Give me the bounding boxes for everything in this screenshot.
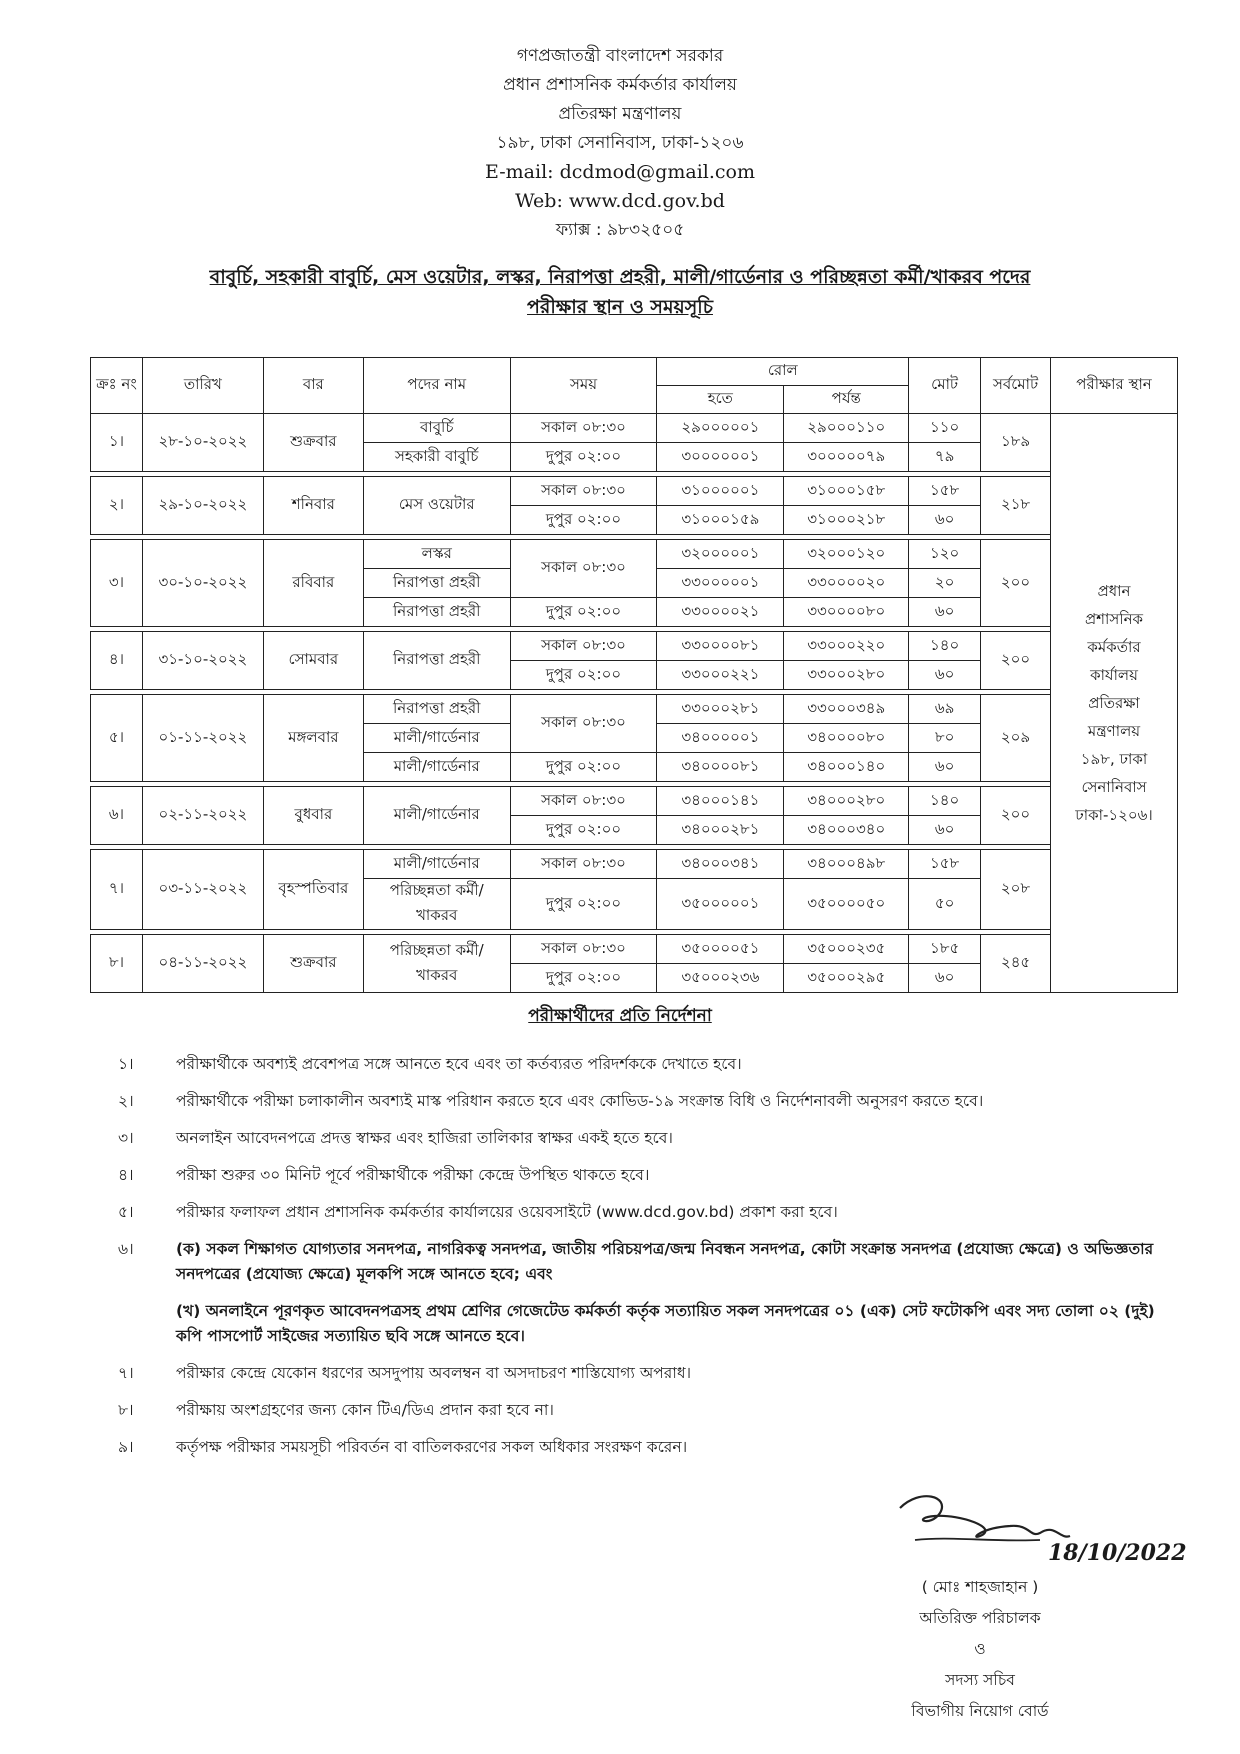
instruction-number: ৯।	[118, 1438, 134, 1456]
cell-day: শুক্রবার	[263, 935, 363, 993]
cell-sl: ২।	[91, 477, 143, 535]
ministry-name: প্রতিরক্ষা মন্ত্রণালয়	[558, 104, 682, 124]
cell-time: সকাল ০৮:৩০	[510, 632, 657, 661]
cell-date: ৩১-১০-২০২২	[142, 632, 263, 690]
instruction-item	[118, 1237, 1158, 1287]
cell-post: মালী/গার্ডেনার	[363, 787, 510, 845]
govt-name: গণপ্রজাতন্ত্রী বাংলাদেশ সরকার	[516, 46, 724, 66]
cell-roll-to: ৩৩০০০২৮০	[784, 661, 909, 690]
cell-date: ২৯-১০-২০২২	[142, 477, 263, 535]
cell-date: ০১-১১-২০২২	[142, 695, 263, 782]
cell-roll-from: ৩১০০০০০১	[657, 477, 784, 506]
cell-time: সকাল ০৮:৩০	[510, 477, 657, 506]
cell-total: ১৫৮	[909, 850, 981, 879]
cell-post: পরিচ্ছন্নতা কর্মী/ খাকরব	[363, 879, 510, 930]
cell-total: ১১০	[909, 414, 981, 443]
cell-day: মঙ্গলবার	[263, 695, 363, 782]
header-post: পদের নাম	[363, 358, 510, 414]
cell-date: ৩০-১০-২০২২	[142, 540, 263, 627]
cell-time: দুপুর ০২:০০	[510, 964, 657, 993]
cell-total: ৬৯	[909, 695, 981, 724]
cell-total: ৫০	[909, 879, 981, 930]
table-row	[91, 477, 1178, 506]
cell-roll-to: ৩৪০০০২৮০	[784, 787, 909, 816]
cell-time: দুপুর ০২:০০	[510, 753, 657, 782]
cell-sl: ৮।	[91, 935, 143, 993]
schedule-body	[91, 414, 1178, 993]
instruction-text: পরীক্ষা শুরুর ৩০ মিনিট পূর্বে পরীক্ষার্থীকে পরীক্ষা কেন্দ্রে উপস্থিত থাকতে হবে।	[176, 1166, 650, 1184]
document-title	[120, 262, 1120, 322]
instruction-text: (ক) সকল শিক্ষাগত যোগ্যতার সনদপত্র, নাগরিকত্ব সনদপত্র, জাতীয় পরিচয়পত্র/জন্ম নিবন্ধন সনদপত্র, কোটা সংক্রান্ত সনদপত্র (প্রযোজ্য ক্ষেত্রে) ও অভিজ্ঞতার সনদপত্রের (প্রযোজ্য ক্ষেত্রে) মূলকপি সঙ্গে আনতে হবে; এবং	[176, 1240, 1154, 1283]
cell-grand-total: ২০৮	[981, 850, 1051, 930]
instruction-6b: (খ) অনলাইনে পূরণকৃত আবেদনপত্রসহ প্রথম শ্রেণির গেজেটেড কর্মকর্তা কর্তৃক সত্যায়িত সকল সনদপত্রের ০১ (এক) সেট ফটোকপি এবং সদ্য তোলা ০২ (দুই) কপি পাসপোর্ট সাইজের সত্যায়িত ছবি সঙ্গে আনতে হবে।	[176, 1302, 1155, 1345]
cell-grand-total: ২০৯	[981, 695, 1051, 782]
cell-grand-total: ২০০	[981, 787, 1051, 845]
cell-date: ০২-১১-২০২২	[142, 787, 263, 845]
cell-total: ৬০	[909, 964, 981, 993]
cell-roll-from: ৩৫০০০০৫১	[657, 935, 784, 964]
letterhead	[0, 42, 1240, 245]
cell-post: নিরাপত্তা প্রহরী	[363, 632, 510, 690]
cell-total: ১৪০	[909, 632, 981, 661]
cell-post: পরিচ্ছন্নতা কর্মী/ খাকরব	[363, 935, 510, 993]
table-row	[91, 632, 1178, 661]
cell-post: নিরাপত্তা প্রহরী	[363, 598, 510, 627]
cell-roll-from: ৩০০০০০০১	[657, 443, 784, 472]
cell-time: দুপুর ০২:০০	[510, 443, 657, 472]
exam-place-line: সেনানিবাস	[1081, 778, 1147, 796]
cell-post: লস্কর	[363, 540, 510, 569]
header-roll-to: পর্যন্ত	[784, 386, 909, 414]
cell-total: ১৫৮	[909, 477, 981, 506]
exam-place-line: কার্যালয়	[1090, 666, 1138, 684]
cell-sl: ১।	[91, 414, 143, 472]
instruction-item	[118, 1052, 1158, 1077]
cell-roll-from: ৩৪০০০২৮১	[657, 816, 784, 845]
exam-place-line: কর্মকর্তার	[1087, 638, 1141, 656]
cell-date: ২৮-১০-২০২২	[142, 414, 263, 472]
cell-post: বাবুর্চি	[363, 414, 510, 443]
header-date: তারিখ	[142, 358, 263, 414]
instruction-item	[118, 1126, 1158, 1151]
cell-sl: ৭।	[91, 850, 143, 930]
cell-day: বুধবার	[263, 787, 363, 845]
office-name: প্রধান প্রশাসনিক কর্মকর্তার কার্যালয়	[503, 75, 737, 95]
header-roll-from: হতে	[657, 386, 784, 414]
cell-roll-to: ৩৩০০০৩৪৯	[784, 695, 909, 724]
signatory-name: ( মোঃ শাহজাহান )	[921, 1578, 1039, 1596]
cell-roll-from: ৩৪০০০০৮১	[657, 753, 784, 782]
schedule-table	[90, 357, 1178, 993]
cell-sl: ৬।	[91, 787, 143, 845]
cell-roll-from: ৩২০০০০০১	[657, 540, 784, 569]
instruction-number: ২।	[118, 1092, 134, 1110]
instructions-list	[118, 1052, 1158, 1472]
instruction-item	[118, 1398, 1158, 1423]
instruction-item	[118, 1163, 1158, 1188]
cell-time: সকাল ০৮:৩০	[510, 935, 657, 964]
instruction-item	[118, 1361, 1158, 1386]
cell-post: মালী/গার্ডেনার	[363, 724, 510, 753]
cell-day: সোমবার	[263, 632, 363, 690]
title-line-2: পরীক্ষার স্থান ও সময়সূচি	[527, 296, 713, 318]
table-row	[91, 540, 1178, 569]
instruction-text: পরীক্ষার ফলাফল প্রধান প্রশাসনিক কর্মকর্তার কার্যালয়ের ওয়েবসাইটে (www.dcd.gov.bd) প্রকাশ করা হবে।	[176, 1203, 838, 1221]
cell-total: ৬০	[909, 506, 981, 535]
instruction-number: ১।	[118, 1055, 134, 1073]
signatory-board: বিভাগীয় নিয়োগ বোর্ড	[911, 1702, 1049, 1720]
cell-post: নিরাপত্তা প্রহরী	[363, 695, 510, 724]
cell-total: ১৪০	[909, 787, 981, 816]
fax: ফ্যাক্স : ৯৮৩২৫০৫	[555, 220, 685, 240]
exam-place-line: মন্ত্রণালয়	[1087, 722, 1141, 740]
instruction-text: পরীক্ষার কেন্দ্রে যেকোন ধরণের অসদুপায় অবলম্বন বা অসদাচরণ শাস্তিযোগ্য অপরাধ।	[176, 1364, 692, 1382]
address: ১৯৮, ঢাকা সেনানিবাস, ঢাকা-১২০৬	[496, 133, 744, 153]
header-day: বার	[263, 358, 363, 414]
cell-roll-to: ৩৩০০০২২০	[784, 632, 909, 661]
exam-place-line: প্রধান	[1097, 582, 1131, 600]
cell-total: ২০	[909, 569, 981, 598]
cell-roll-to: ৩৩০০০০৮০	[784, 598, 909, 627]
cell-sl: ৫।	[91, 695, 143, 782]
cell-total: ৮০	[909, 724, 981, 753]
cell-time: সকাল ০৮:৩০	[510, 850, 657, 879]
header-roll: রোল	[657, 358, 909, 386]
instruction-text: পরীক্ষায় অংশগ্রহণের জন্য কোন টিএ/ডিএ প্রদান করা হবে না।	[176, 1401, 554, 1419]
cell-roll-to: ৩৫০০০২৩৫	[784, 935, 909, 964]
cell-date: ০৩-১১-২০২২	[142, 850, 263, 930]
cell-post: মেস ওয়েটার	[363, 477, 510, 535]
signatory-designation: অতিরিক্ত পরিচালক	[919, 1609, 1041, 1627]
cell-total: ৭৯	[909, 443, 981, 472]
instruction-text: অনলাইন আবেদনপত্রে প্রদত্ত স্বাক্ষর এবং হাজিরা তালিকার স্বাক্ষর একই হতে হবে।	[176, 1129, 673, 1147]
cell-roll-to: ৩৪০০০১৪০	[784, 753, 909, 782]
website: Web: www.dcd.gov.bd	[515, 190, 725, 212]
instructions-title: পরীক্ষার্থীদের প্রতি নির্দেশনা	[528, 1006, 712, 1026]
instruction-number: ৫।	[118, 1203, 134, 1221]
table-row	[91, 935, 1178, 964]
instruction-number: ৩।	[118, 1129, 134, 1147]
header-grand-total: সর্বমোট	[981, 358, 1051, 414]
header-sl: ক্রঃ নং	[91, 358, 143, 414]
header-place: পরীক্ষার স্থান	[1051, 358, 1178, 414]
signatory-and: ও	[974, 1640, 986, 1658]
cell-post: সহকারী বাবুর্চি	[363, 443, 510, 472]
cell-day: বৃহস্পতিবার	[263, 850, 363, 930]
exam-place-line: প্রতিরক্ষা	[1088, 694, 1140, 712]
instruction-text: পরীক্ষার্থীকে অবশ্যই প্রবেশপত্র সঙ্গে আনতে হবে এবং তা কর্তব্যরত পরিদর্শককে দেখাতে হবে।	[176, 1055, 742, 1073]
cell-roll-to: ৩৩০০০০২০	[784, 569, 909, 598]
cell-exam-place	[1051, 414, 1178, 993]
cell-roll-from: ৩৩০০০২৮১	[657, 695, 784, 724]
cell-roll-to: ৩৪০০০৩৪০	[784, 816, 909, 845]
cell-roll-from: ৩৩০০০০০১	[657, 569, 784, 598]
instruction-item	[118, 1089, 1158, 1114]
cell-time: দুপুর ০২:০০	[510, 598, 657, 627]
cell-time: দুপুর ০২:০০	[510, 816, 657, 845]
title-line-1: বাবুর্চি, সহকারী বাবুর্চি, মেস ওয়েটার, লস্কর, নিরাপত্তা প্রহরী, মালী/গার্ডেনার ও পরিচ্ছন্নতা কর্মী/খাকরব পদের	[209, 266, 1031, 288]
cell-day: রবিবার	[263, 540, 363, 627]
cell-post: মালী/গার্ডেনার	[363, 850, 510, 879]
cell-time: সকাল ০৮:৩০	[510, 695, 657, 753]
cell-date: ০৪-১১-২০২২	[142, 935, 263, 993]
cell-post: নিরাপত্তা প্রহরী	[363, 569, 510, 598]
cell-total: ১৮৫	[909, 935, 981, 964]
header-time: সময়	[510, 358, 657, 414]
signature-date: 18/10/2022	[1048, 1540, 1187, 1566]
cell-time: দুপুর ০২:০০	[510, 506, 657, 535]
cell-roll-to: ৩১০০০২১৮	[784, 506, 909, 535]
cell-roll-from: ৩৪০০০০০১	[657, 724, 784, 753]
cell-day: শনিবার	[263, 477, 363, 535]
cell-post: মালী/গার্ডেনার	[363, 753, 510, 782]
cell-sl: ৩।	[91, 540, 143, 627]
cell-day: শুক্রবার	[263, 414, 363, 472]
cell-roll-from: ৩১০০০১৫৯	[657, 506, 784, 535]
cell-roll-to: ৩৫০০০২৯৫	[784, 964, 909, 993]
cell-roll-to: ৩২০০০১২০	[784, 540, 909, 569]
cell-roll-from: ৩৩০০০০৮১	[657, 632, 784, 661]
cell-time: সকাল ০৮:৩০	[510, 414, 657, 443]
cell-time: সকাল ০৮:৩০	[510, 540, 657, 598]
cell-total: ১২০	[909, 540, 981, 569]
cell-grand-total: ২০০	[981, 632, 1051, 690]
table-row	[91, 414, 1178, 443]
cell-roll-from: ৩৪০০০১৪১	[657, 787, 784, 816]
cell-roll-from: ৩৩০০০২২১	[657, 661, 784, 690]
cell-roll-from: ৩৩০০০০২১	[657, 598, 784, 627]
cell-roll-from: ২৯০০০০০১	[657, 414, 784, 443]
cell-roll-to: ৩১০০০১৫৮	[784, 477, 909, 506]
cell-total: ৬০	[909, 816, 981, 845]
cell-roll-to: ৩৪০০০৪৯৮	[784, 850, 909, 879]
cell-roll-to: ৩৫০০০০৫০	[784, 879, 909, 930]
cell-roll-from: ৩৪০০০৩৪১	[657, 850, 784, 879]
exam-place-line: প্রশাসনিক	[1084, 610, 1144, 628]
table-row	[91, 850, 1178, 879]
signatory-role: সদস্য সচিব	[945, 1671, 1015, 1689]
signatory-block	[880, 1572, 1080, 1727]
cell-grand-total: ২০০	[981, 540, 1051, 627]
cell-grand-total: ২৪৫	[981, 935, 1051, 993]
instruction-number: ৭।	[118, 1364, 134, 1382]
instruction-number: ৮।	[118, 1401, 134, 1419]
instruction-text: পরীক্ষার্থীকে পরীক্ষা চলাকালীন অবশ্যই মাস্ক পরিধান করতে হবে এবং কোভিড-১৯ সংক্রান্ত বিধি ও নির্দেশনাবলী অনুসরণ করতে হবে।	[176, 1092, 984, 1110]
cell-total: ৬০	[909, 661, 981, 690]
instruction-number: ৬।	[118, 1240, 134, 1258]
exam-place-line: ঢাকা-১২০৬।	[1075, 806, 1153, 824]
table-row	[91, 695, 1178, 724]
instruction-item	[118, 1435, 1158, 1460]
cell-grand-total: ১৮৯	[981, 414, 1051, 472]
instruction-number: ৪।	[118, 1166, 134, 1184]
cell-total: ৬০	[909, 598, 981, 627]
instruction-text: কর্তৃপক্ষ পরীক্ষার সময়সূচী পরিবর্তন বা বাতিলকরণের সকল অধিকার সংরক্ষণ করেন।	[176, 1438, 688, 1456]
instruction-item	[118, 1200, 1158, 1225]
cell-time: দুপুর ০২:০০	[510, 661, 657, 690]
table-row	[91, 787, 1178, 816]
cell-roll-to: ৩০০০০০৭৯	[784, 443, 909, 472]
exam-place-line: ১৯৮, ঢাকা	[1080, 750, 1148, 768]
cell-sl: ৪।	[91, 632, 143, 690]
cell-roll-to: ৩৪০০০০৮০	[784, 724, 909, 753]
email: E-mail: dcdmod@gmail.com	[485, 161, 755, 183]
cell-total: ৬০	[909, 753, 981, 782]
cell-roll-from: ৩৫০০০০০১	[657, 879, 784, 930]
cell-time: সকাল ০৮:৩০	[510, 787, 657, 816]
cell-grand-total: ২১৮	[981, 477, 1051, 535]
cell-roll-to: ২৯০০০১১০	[784, 414, 909, 443]
cell-time: দুপুর ০২:০০	[510, 879, 657, 930]
cell-roll-from: ৩৫০০০২৩৬	[657, 964, 784, 993]
header-total: মোট	[909, 358, 981, 414]
